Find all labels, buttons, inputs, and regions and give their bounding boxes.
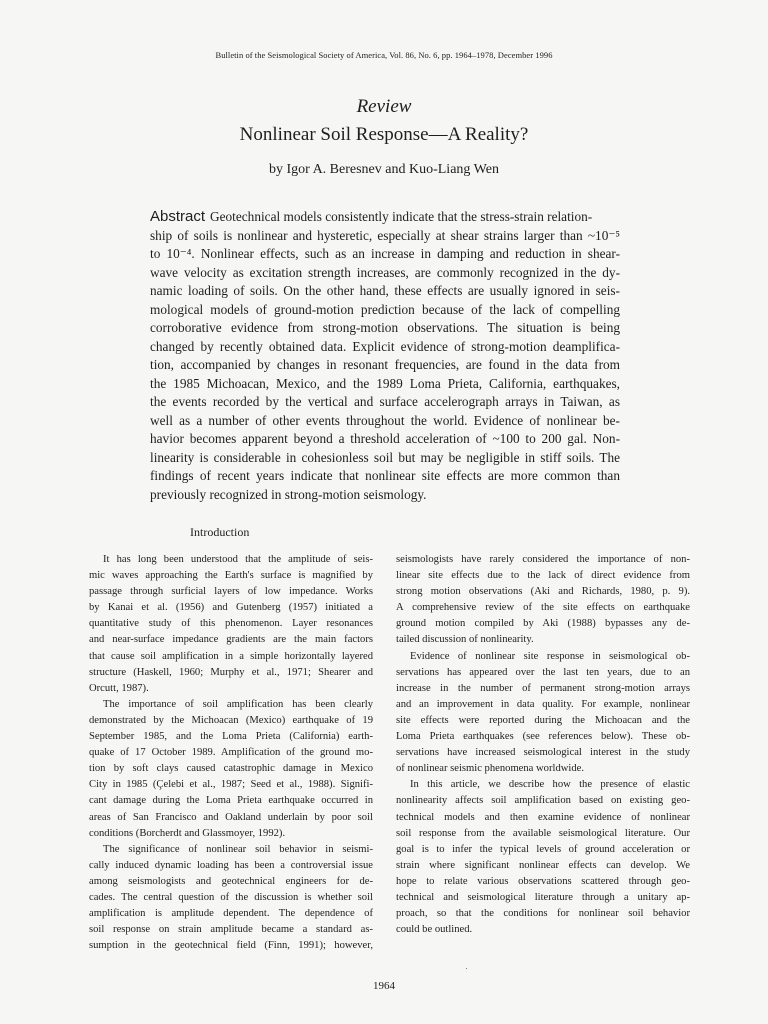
left-column <box>89 552 373 954</box>
abstract-heading: Abstract <box>150 208 206 225</box>
body-line: strain where significant nonlinear effects can develop. We <box>396 859 690 871</box>
body-line: soil response from the available seismological literature. Our <box>396 827 690 839</box>
body-line: Loma Prieta earthquakes (see references below). These ob- <box>396 731 690 743</box>
body-line: cally induced dynamic loading has been a controversial issue <box>89 859 373 871</box>
body-line: Orcutt, 1987). <box>89 682 149 694</box>
abstract-line: the 1985 Michoacan, Mexico, and the 1989 Loma Prieta, California, earthquakes, <box>150 375 620 391</box>
abstract-line: findings of recent years indicate that nonlinear site effects are more common than <box>150 468 620 483</box>
body-line: among seismologists and geotechnical engineers for de- <box>89 875 373 887</box>
body-line: September 1985, and the Loma Prieta (California) earth- <box>89 731 373 743</box>
body-line: linear site effects due to the lack of direct evidence from <box>396 570 690 582</box>
introduction-heading: Introduction <box>190 525 250 539</box>
abstract-line <box>150 208 620 227</box>
body-line: cades. The central question of the discussion is whether soil <box>89 891 373 903</box>
body-line: In this article, we describe how the presence of elastic <box>410 779 690 791</box>
body-line: servations have increased seismological interest in the study <box>396 747 690 759</box>
body-line: site effects were reported during the Michoacan and the <box>396 714 690 726</box>
abstract-line: previously recognized in strong-motion seismology. <box>150 486 427 502</box>
paper-title: Nonlinear Soil Response—A Reality? <box>239 124 529 145</box>
body-line: goal is to infer the typical levels of ground acceleration or <box>396 843 690 855</box>
speck <box>466 968 467 969</box>
journal-header: Bulletin of the Seismological Society of America, Vol. 86, No. 6, pp. 1964–1978, December 1996 <box>215 50 553 60</box>
abstract-line: wave velocity as excitation strength increases, are commonly recognized in the dy- <box>150 264 620 280</box>
body-line: conditions (Borcherdt and Glassmoyer, 1992). <box>89 827 286 839</box>
body-line: and near-surface impedance gradients are the main factors <box>89 634 373 646</box>
body-line: mic waves approaching the Earth's surface is magnified by <box>89 570 373 582</box>
abstract-line: ship of soils is nonlinear and hysteretic, especially at shear strains larger than ~10⁻⁵ <box>150 227 620 243</box>
body-line: sumption in the geotechnical field (Finn, 1991); however, <box>89 940 373 952</box>
abstract-line: changed by recently obtained data. Explicit evidence of strong-motion deamplifica- <box>150 338 620 354</box>
body-line: passage through surficial layers of low impedance. Works <box>89 586 373 598</box>
body-line: City in 1985 (Çelebi et al., 1987; Seed et al., 1988). Signifi- <box>89 779 373 791</box>
body-line: hope to relate various observations scattered through geo- <box>396 875 690 887</box>
body-line: A comprehensive review of the site effects on earthquake <box>396 602 690 614</box>
body-line: tailed discussion of nonlinearity. <box>396 634 534 646</box>
right-column <box>396 552 690 938</box>
abstract-line: namic loading of soils. On the other hand, these effects are usually ignored in seis- <box>150 283 620 298</box>
body-line: Evidence of nonlinear site response in seismological ob- <box>410 650 690 662</box>
body-line: proach, so that the conditions for nonlinear soil behavior <box>396 908 690 920</box>
authors: by Igor A. Beresnev and Kuo-Liang Wen <box>269 162 499 177</box>
body-line: amplification is amplitude dependent. The dependence of <box>89 908 373 920</box>
body-line: and an improvement in data quality. For example, nonlinear <box>396 698 690 710</box>
body-line: that cause soil amplification in a simple horizontally layered <box>89 650 373 662</box>
body-line: technical models and then examine evidence of nonlinear <box>396 811 690 823</box>
abstract-line: havior becomes apparent beyond a threshold acceleration of ~100 to 200 gal. Non- <box>150 431 620 446</box>
abstract-line: the events recorded by the vertical and surface accelerograph arrays in Taiwan, as <box>150 394 620 409</box>
abstract <box>150 208 620 504</box>
abstract-first-line: Geotechnical models consistently indicate that the stress-strain relation- <box>210 209 593 224</box>
body-line: quake of 17 October 1989. Amplification of the ground mo- <box>89 747 373 759</box>
body-line: increase in the number of permanent strong-motion arrays <box>396 682 690 694</box>
body-line: demonstrated by the Michoacan (Mexico) earthquake of 19 <box>89 714 373 726</box>
section-label: Review <box>356 96 412 117</box>
abstract-line: corroborative evidence from strong-motion observations. The situation is being <box>150 320 620 335</box>
body-line: quantitative study of this phenomenon. Layer resonances <box>89 618 373 630</box>
body-line: strong motion observations (Aki and Richards, 1980, p. 9). <box>396 586 690 598</box>
body-line: structure (Haskell, 1960; Murphy et al., 1971; Shearer and <box>89 666 373 678</box>
body-line: of nonlinear seismic phenomena worldwide. <box>396 763 584 775</box>
body-line: seismologists have rarely considered the importance of non- <box>396 554 690 565</box>
body-line: nonlinearity affects soil amplification based on existing geo- <box>396 795 690 807</box>
body-line: technical and seismological literature through a unitary ap- <box>396 891 690 903</box>
body-line: The importance of soil amplification has been clearly <box>103 698 373 710</box>
body-line: soil response on strain amplitude became a standard as- <box>89 924 373 936</box>
abstract-line: linearity is considerable in cohesionless soil but may be negligible in stiff soils. The <box>150 449 620 465</box>
body-line: It has long been understood that the amplitude of seis- <box>103 554 373 565</box>
body-line: tion by soft clays caused catastrophic damage in Mexico <box>89 763 373 775</box>
body-line: servations has appeared over the last ten years, due to an <box>396 666 690 678</box>
body-line: cant damage during the Loma Prieta earthquake occurred in <box>89 795 373 807</box>
abstract-line: tion, accompanied by changes in resonant frequencies, are found in the data from <box>150 357 620 372</box>
page-number: 1964 <box>373 980 395 992</box>
abstract-line: mological models of ground-motion prediction because of the lack of compelling <box>150 301 620 317</box>
body-line: by Kanai et al. (1956) and Gutenberg (1957) initiated a <box>89 602 373 614</box>
abstract-line: to 10⁻⁴. Nonlinear effects, such as an increase in damping and reduction in shear- <box>150 246 620 261</box>
body-line: The significance of nonlinear soil behavior in seismi- <box>103 843 373 855</box>
body-line: ground motion compiled by Aki (1988) bypasses any de- <box>396 618 690 630</box>
body-line: areas of San Francisco and Oakland underlain by poor soil <box>89 811 373 823</box>
body-line: could be outlined. <box>396 924 473 936</box>
abstract-line: well as a number of other events throughout the world. Evidence of nonlinear be- <box>150 412 620 428</box>
